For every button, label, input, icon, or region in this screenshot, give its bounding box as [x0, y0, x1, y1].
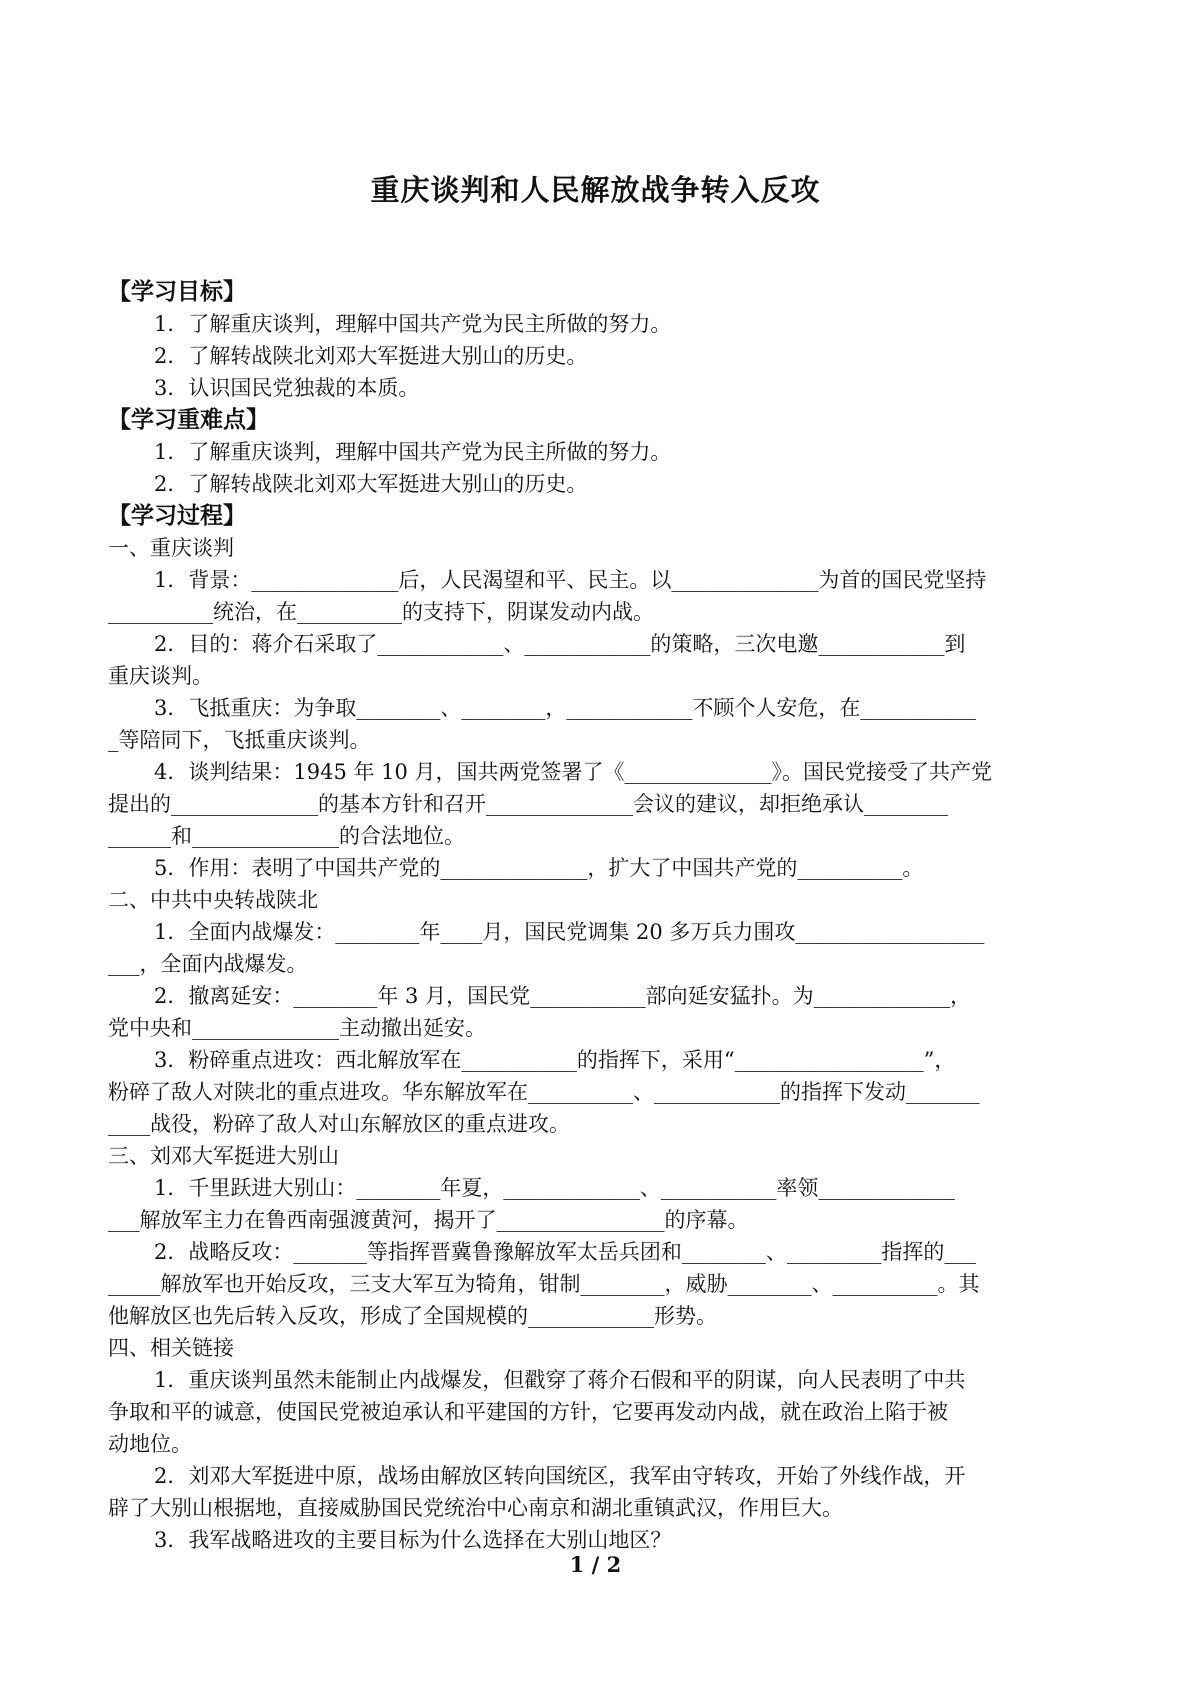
text-line: 党中央和______________主动撤出延安。: [108, 1016, 486, 1040]
text-line: 3．飞抵重庆：为争取________、________，____________不顾个人安危，在___________: [154, 696, 976, 720]
text-line: 1．了解重庆谈判，理解中国共产党为民主所做的努力。: [154, 440, 672, 464]
text-line: 2．战略反攻：_______等指挥晋冀鲁豫解放军太岳兵团和________、_________指挥的___: [154, 1240, 976, 1264]
text-line: 四、相关链接: [108, 1336, 234, 1360]
text-line: 一、重庆谈判: [108, 536, 234, 560]
text-line: 3．认识国民党独裁的本质。: [154, 376, 420, 400]
section-heading: 【学习重难点】: [108, 407, 269, 433]
text-line: 粉碎了敌人对陕北的重点进攻。华东解放军在__________、____________的指挥下发动_______: [108, 1080, 980, 1104]
document-body: [108, 276, 1083, 1556]
text-line: 2．了解转战陕北刘邓大军挺进大别山的历史。: [154, 344, 588, 368]
text-line: __________统治，在__________的支持下，阴谋发动内战。: [108, 600, 654, 624]
text-line: 5．作用：表明了中国共产党的______________，扩大了中国共产党的__________。: [154, 856, 924, 880]
text-line: 3．粉碎重点进攻：西北解放军在___________的指挥下，采用“__________________”，: [154, 1048, 956, 1072]
text-line: _等陪同下，飞抵重庆谈判。: [108, 728, 371, 752]
text-line: ___，全面内战爆发。: [108, 952, 308, 976]
text-line: 1．千里跃进大别山：________年夏，_____________、___________率领_____________: [154, 1176, 955, 1200]
text-line: 4．谈判结果：1945 年 10 月，国共两党签署了《______________》。国民党接受了共产党: [154, 760, 993, 784]
text-line: ______和______________的合法地位。: [108, 824, 465, 848]
text-line: 2．目的：蒋介石采取了____________、____________的策略，三次电邀____________到: [154, 632, 966, 656]
text-line: 争取和平的诚意，使国民党被迫承认和平建国的方针，它要再发动内战，就在政治上陷于被: [108, 1400, 948, 1424]
text-line: 1．背景：______________后，人民渴望和平、民主。以______________为首的国民党坚持: [154, 568, 987, 592]
text-line: 三、刘邓大军挺进大别山: [108, 1144, 339, 1168]
text-line: 2．了解转战陕北刘邓大军挺进大别山的历史。: [154, 472, 588, 496]
document-title: 重庆谈判和人民解放战争转入反攻: [370, 173, 821, 207]
text-line: 动地位。: [108, 1432, 192, 1456]
text-line: 1．了解重庆谈判，理解中国共产党为民主所做的努力。: [154, 312, 672, 336]
text-line: 1．全面内战爆发：________年____月，国民党调集 20 多万兵力围攻__________________: [154, 920, 985, 944]
text-line: 重庆谈判。: [108, 664, 213, 688]
section-heading: 【学习过程】: [108, 503, 246, 529]
text-line: ____战役，粉碎了敌人对山东解放区的重点进攻。: [108, 1112, 570, 1136]
text-line: 2．刘邓大军挺进中原，战场由解放区转向国统区，我军由守转攻，开始了外线作战，开: [154, 1464, 966, 1488]
text-line: 3．我军战略进攻的主要目标为什么选择在大别山地区？: [154, 1528, 672, 1552]
text-line: 二、中共中央转战陕北: [108, 888, 318, 912]
text-line: 提出的______________的基本方针和召开______________会议的建议，却拒绝承认________: [108, 792, 948, 816]
text-line: 辟了大别山根据地，直接威胁国民党统治中心南京和湖北重镇武汉，作用巨大。: [108, 1496, 843, 1520]
text-line: _____解放军也开始反攻，三支大军互为犄角，钳制________，威胁________、__________。其: [108, 1272, 980, 1296]
section-heading: 【学习目标】: [108, 279, 246, 305]
text-line: ___解放军主力在鲁西南强渡黄河，揭开了________________的序幕。: [108, 1208, 749, 1232]
text-line: 他解放区也先后转入反攻，形成了全国规模的____________形势。: [108, 1304, 717, 1328]
text-line: 2．撤离延安：________年 3 月，国民党___________部向延安猛扑。为_____________，: [154, 984, 972, 1008]
page-number: 1 / 2: [569, 1552, 622, 1577]
text-line: 1．重庆谈判虽然未能制止内战爆发，但戳穿了蒋介石假和平的阴谋，向人民表明了中共: [154, 1368, 966, 1392]
